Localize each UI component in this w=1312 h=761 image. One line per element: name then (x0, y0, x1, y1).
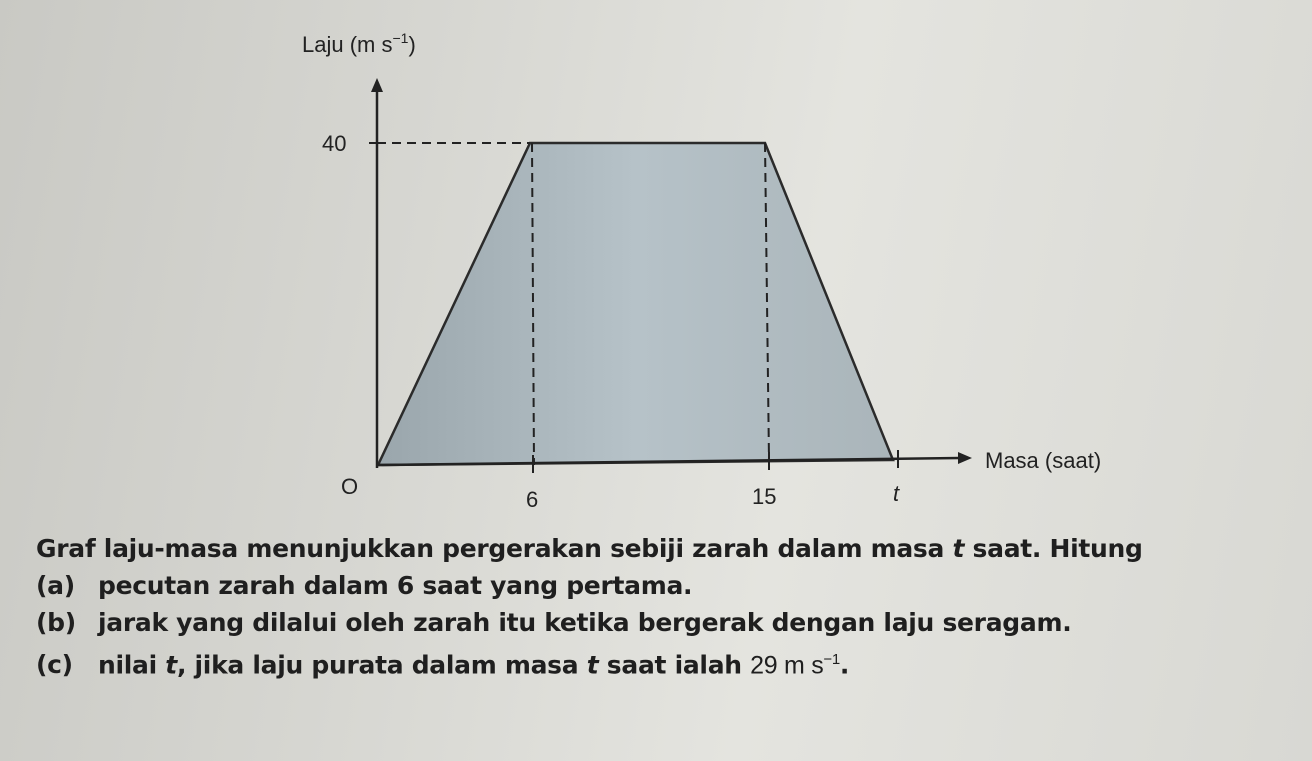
y-tick-label-40: 40 (322, 131, 347, 156)
item-label: (a) (36, 571, 75, 600)
trapezium-area (378, 143, 893, 465)
item-text: jarak yang dilalui oleh zarah itu ketika bergerak dengan laju seragam. (98, 608, 1072, 637)
question-item-a (36, 567, 1296, 604)
question-intro: Graf laju-masa menunjukkan pergerakan sebiji zarah dalam masa t saat. Hitung (36, 534, 1143, 563)
question-item-c: (c) nilai t, jika laju purata dalam masa t saat ialah 29 m $s^{-1}$. (36, 641, 1296, 684)
x-tick-label-15: 15 (752, 484, 777, 509)
speed-value: 29 m s (750, 651, 824, 680)
x-axis-label: Masa (saat) (985, 448, 1102, 473)
x-tick-label-t: t (893, 481, 900, 506)
item-label: (c) (36, 650, 73, 680)
item-label: (b) (36, 608, 76, 637)
question-item-b (36, 604, 1296, 641)
origin-label: O (341, 474, 359, 499)
question-text (36, 530, 1296, 684)
y-axis-label: Laju (m $s^{-1}$) (302, 30, 416, 57)
y-axis-arrow (371, 78, 383, 92)
x-axis-arrow (958, 452, 972, 464)
item-text: pecutan zarah dalam 6 saat yang pertama. (98, 571, 693, 600)
x-tick-label-6: 6 (526, 487, 539, 512)
